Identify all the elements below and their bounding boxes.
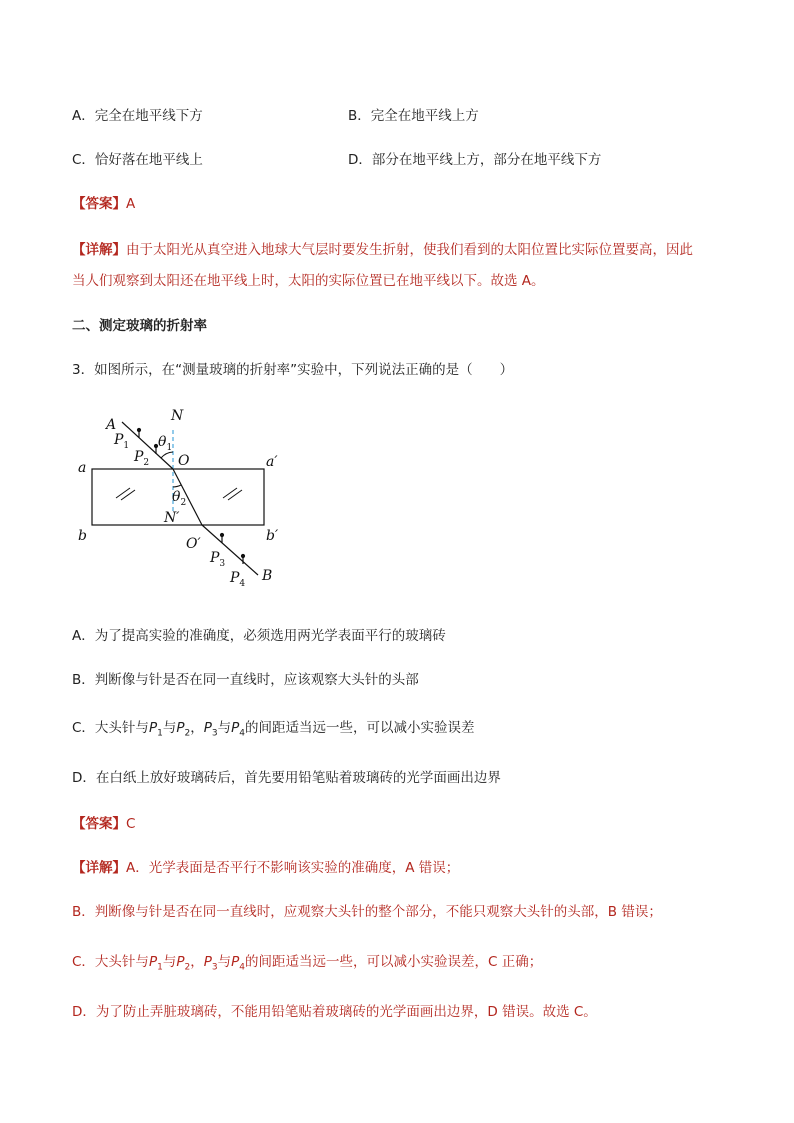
label-theta1: $\theta_1$ [158,434,173,453]
label-A: A [106,417,117,433]
q3-detail-c: C．大头针与$P_1$与$P_2$，$P_3$与$P_4$的间距适当远一些，可以减小实验误差，C 正确； [72,954,543,973]
q3-option-b: B．判断像与针是否在同一直线时，应该观察大头针的头部 [72,672,419,688]
q2-detail-line-1 [72,238,693,258]
q3-option-a: A．为了提高实验的准确度，必须选用两光学表面平行的玻璃砖 [72,628,446,644]
label-P4: $P_4$ [230,570,246,589]
detail-tag: 【详解】 [72,860,126,876]
label-O: O [178,453,190,469]
label-P2: $P_2$ [134,449,150,468]
q3-stem: 3．如图所示，在“测量玻璃的折射率”实验中，下列说法正确的是（ ） [72,362,514,378]
q3-option-d: D．在白纸上放好玻璃砖后，首先要用铅笔贴着玻璃砖的光学面画出边界 [72,770,501,786]
answer-value: C [126,816,136,832]
label-b-prime: b′ [266,528,279,544]
q2-answer [72,192,135,212]
answer-value: A [126,196,136,212]
label-N-prime: N′ [164,510,180,526]
hatch-mark [228,490,242,500]
label-b: b [78,528,87,544]
label-N: N [171,408,184,424]
q3-detail-b: B．判断像与针是否在同一直线时，应观察大头针的整个部分，不能只观察大头针的头部，B 错误； [72,904,662,920]
q2-option-a: A．完全在地平线下方 [72,108,203,124]
label-P3: $P_3$ [210,550,226,569]
q2-option-b: B．完全在地平线上方 [348,108,479,124]
section-title: 二、测定玻璃的折射率 [72,318,207,334]
answer-tag: 【答案】 [72,196,126,212]
q2-detail-line-2: 当人们观察到太阳还在地平线上时，太阳的实际位置已在地平线以下。故选 A。 [72,273,545,289]
hatch-mark [223,488,237,498]
q3-answer [72,812,135,832]
answer-tag: 【答案】 [72,816,126,832]
q3-detail-d: D．为了防止弄脏玻璃砖，不能用铅笔贴着玻璃砖的光学面画出边界，D 错误。故选 C。 [72,1004,597,1020]
label-B: B [262,568,273,584]
angle-arc-theta2 [173,485,181,487]
label-O-prime: O′ [186,536,201,552]
label-theta2: $\theta_2$ [172,489,187,508]
detail-tag: 【详解】 [72,242,126,258]
q2-option-c: C．恰好落在地平线上 [72,152,203,168]
detail-text: 由于太阳光从真空进入地球大气层时要发生折射，使我们看到的太阳位置比实际位置要高，因此 [126,242,693,258]
label-P1: $P_1$ [114,432,130,451]
hatch-mark [121,490,135,500]
q3-option-c: C．大头针与$P_1$与$P_2$，$P_3$与$P_4$的间距适当远一些，可以减小实验误差 [72,720,475,739]
q3-detail-a: 【详解】A．光学表面是否平行不影响该实验的准确度，A 错误； [72,860,460,876]
label-a: a [78,460,87,476]
hatch-mark [116,488,130,498]
label-a-prime: a′ [266,454,278,470]
q2-option-d: D．部分在地平线上方，部分在地平线下方 [348,152,602,168]
refraction-diagram [68,400,328,592]
